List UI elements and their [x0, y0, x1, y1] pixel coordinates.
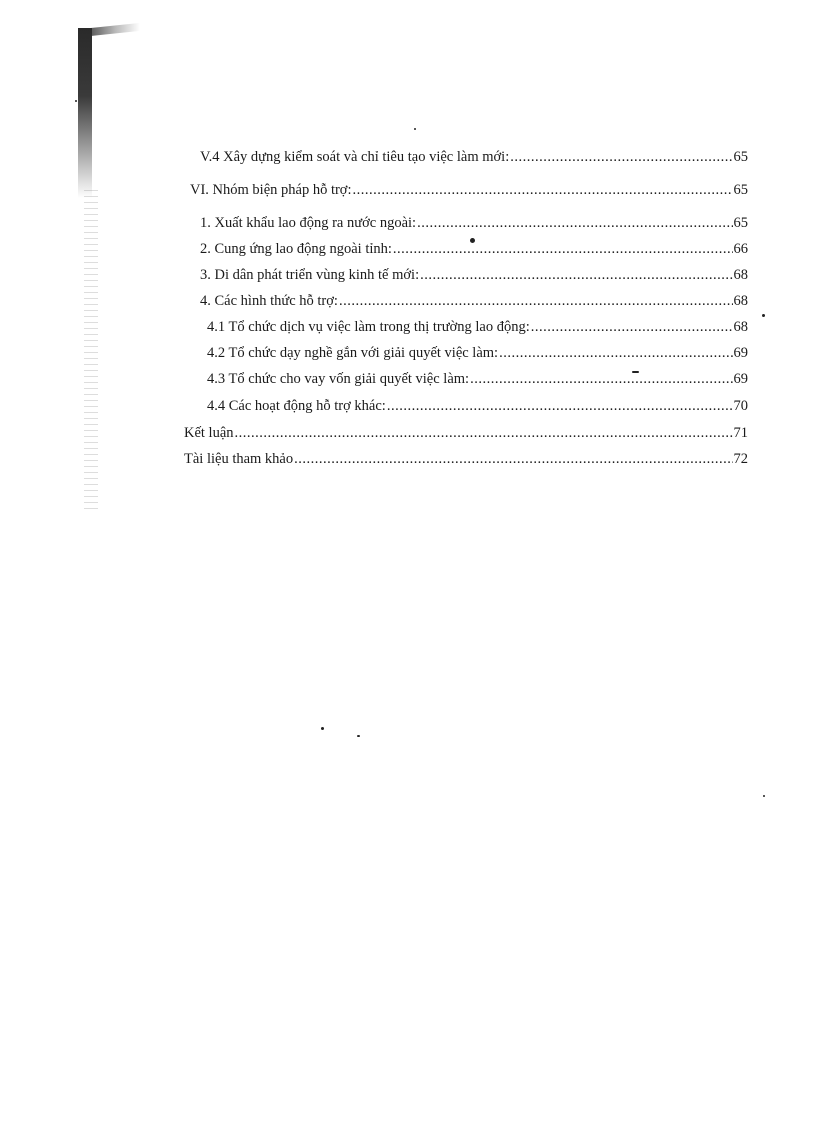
toc-leader-dots	[294, 450, 732, 468]
toc-entry-label: 4.4 Các hoạt động hỗ trợ khác:	[207, 398, 386, 414]
toc-entry	[184, 424, 748, 442]
toc-entry-label: 4.2 Tổ chức dạy nghề gắn với giải quyết việc làm:	[207, 345, 499, 361]
toc-entry	[200, 240, 748, 258]
toc-entry-page: 71	[733, 425, 748, 441]
toc-entry	[184, 450, 748, 468]
scan-speck	[762, 314, 765, 317]
toc-entry-page: 70	[733, 398, 748, 414]
toc-entry	[200, 266, 748, 284]
toc-entry	[200, 148, 748, 166]
toc-leader-dots	[499, 344, 732, 362]
toc-entry-label: 3. Di dân phát triển vùng kinh tế mới:	[200, 267, 420, 283]
toc-leader-dots	[470, 370, 732, 388]
toc-entry	[207, 370, 748, 388]
toc-entry-page: 69	[733, 345, 748, 361]
toc-entry-page: 65	[733, 215, 748, 231]
toc-entry	[207, 344, 748, 362]
toc-leader-dots	[353, 181, 733, 199]
toc-leader-dots	[339, 292, 733, 310]
scan-edge-noise	[84, 190, 98, 510]
toc-leader-dots	[387, 397, 733, 415]
toc-entry-label: 4. Các hình thức hỗ trợ:	[200, 293, 338, 309]
toc-entry	[190, 181, 748, 199]
toc-entry-page: 65	[733, 149, 748, 165]
toc-entry-page: 68	[733, 319, 748, 335]
toc-entry-label: 1. Xuất khẩu lao động ra nước ngoài:	[200, 215, 417, 231]
toc-entry-label: Tài liệu tham khảo	[184, 451, 294, 467]
toc-entry	[200, 292, 748, 310]
toc-entry-label: Kết luận	[184, 425, 234, 441]
toc-entry-page: 65	[733, 182, 748, 198]
toc-leader-dots	[420, 266, 732, 284]
toc-entry	[207, 318, 748, 336]
toc-leader-dots	[393, 240, 733, 258]
toc-leader-dots	[510, 148, 732, 166]
scan-speck	[75, 100, 77, 102]
toc-leader-dots	[235, 424, 733, 442]
toc-entry	[207, 397, 748, 415]
toc-entry-label: V.4 Xây dựng kiểm soát và chỉ tiêu tạo việc làm mới:	[200, 149, 510, 165]
toc-entry-label: 2. Cung ứng lao động ngoài tỉnh:	[200, 241, 392, 257]
toc-entry-page: 68	[733, 293, 748, 309]
scan-speck	[414, 128, 416, 130]
scan-speck	[321, 727, 324, 730]
toc-entry-label: 4.1 Tổ chức dịch vụ việc làm trong thị trường lao động:	[207, 319, 530, 335]
toc-entry-page: 69	[733, 371, 748, 387]
toc-leader-dots	[417, 214, 732, 232]
toc-leader-dots	[531, 318, 733, 336]
toc-entry-page: 72	[733, 451, 748, 467]
toc-entry-label: VI. Nhóm biện pháp hỗ trợ:	[190, 182, 352, 198]
toc-entry-page: 66	[733, 241, 748, 257]
toc-entry	[200, 214, 748, 232]
scan-speck	[357, 735, 360, 737]
toc-entry-page: 68	[733, 267, 748, 283]
scan-speck	[763, 795, 765, 797]
scan-edge-shadow	[78, 28, 92, 198]
toc-entry-label: 4.3 Tổ chức cho vay vốn giải quyết việc làm:	[207, 371, 470, 387]
